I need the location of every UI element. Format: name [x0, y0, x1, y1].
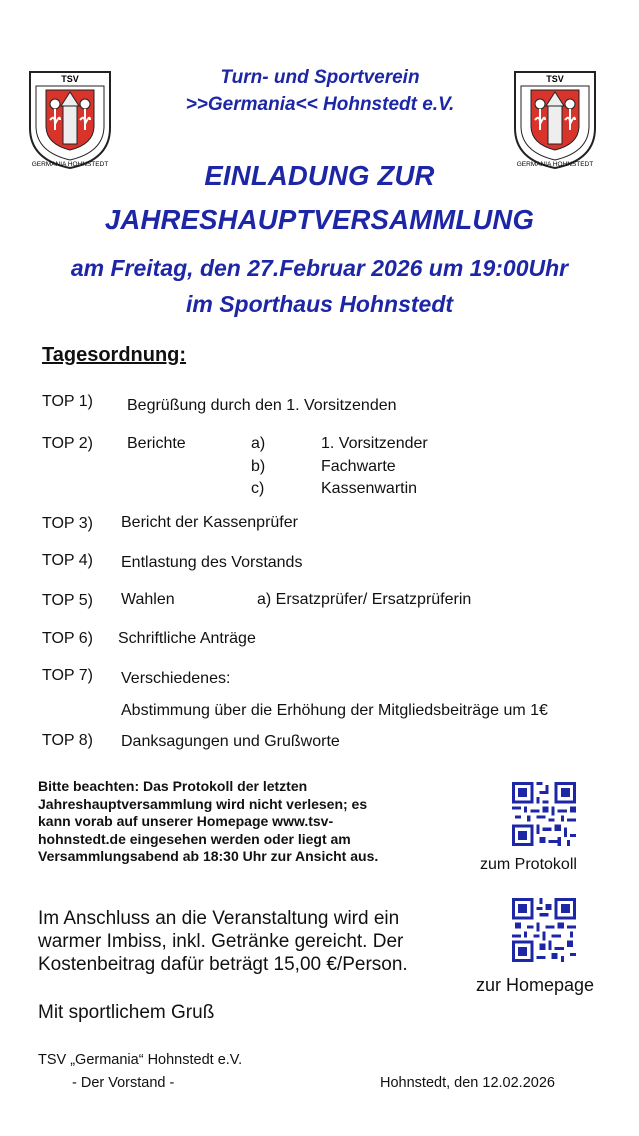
agenda-sub-letter: b) [251, 458, 266, 475]
agenda-item-text: Berichte [127, 435, 186, 452]
closing-line: warmer Imbiss, inkl. Getränke gereicht. Der [38, 931, 404, 952]
protocol-qr-label[interactable]: zum Protokoll [480, 856, 577, 873]
agenda-item-num: TOP 8) [42, 732, 93, 749]
crest-ring-text: GERMANIA HOHNSTEDT [31, 161, 109, 168]
agenda-item-text: Schriftliche Anträge [118, 630, 256, 647]
protocol-qr-code-icon[interactable] [512, 782, 576, 846]
crest-top-text: TSV [546, 74, 564, 84]
agenda-sub-letter: a) [251, 435, 266, 452]
club-crest-right-icon [511, 68, 599, 172]
organization-name: TSV „Germania“ Hohnstedt e.V. [38, 1052, 243, 1068]
agenda-item-num: TOP 1) [42, 393, 93, 410]
note-line: Jahreshauptversammlung wird nicht verlesen; es [38, 795, 368, 812]
agenda-sub-text: 1. Vorsitzender [321, 435, 428, 452]
invitation-place: im Sporthaus Hohnstedt [185, 291, 454, 317]
note-line: kann vorab auf unserer Homepage www.tsv- [38, 813, 334, 830]
invitation-title-line1: EINLADUNG ZUR [204, 160, 435, 191]
note-line: Bitte beachten: Das Protokoll der letzten [38, 778, 308, 794]
agenda-item-text: Begrüßung durch den 1. Vorsitzenden [127, 397, 397, 414]
agenda-sub-text: a) Ersatzprüfer/ Ersatzprüferin [257, 591, 472, 608]
protocol-note [38, 778, 474, 866]
agenda-item-num: TOP 2) [42, 435, 93, 452]
agenda-item-num: TOP 3) [42, 515, 93, 532]
agenda-item-num: TOP 6) [42, 630, 93, 647]
club-name-line1: Turn- und Sportverein [220, 67, 420, 88]
closing-line: Im Anschluss an die Veranstaltung wird ein [38, 908, 400, 929]
agenda-item-num: TOP 5) [42, 592, 93, 609]
closing-paragraph [38, 907, 408, 976]
agenda-item-num: TOP 7) [42, 667, 93, 684]
club-crest-left-icon [26, 68, 114, 172]
invitation-title-line2: JAHRESHAUPTVERSAMMLUNG [104, 204, 535, 235]
agenda-item-text: Danksagungen und Grußworte [121, 733, 340, 750]
agenda-item-extra: Abstimmung über die Erhöhung der Mitgliedsbeiträge um 1€ [121, 702, 548, 719]
note-line: Versammlungsabend ab 18:30 Uhr zur Ansicht aus. [38, 848, 379, 865]
homepage-qr-code-icon[interactable] [512, 898, 576, 962]
agenda-item-text: Entlastung des Vorstands [121, 554, 303, 571]
agenda-item-text: Bericht der Kassenprüfer [121, 514, 298, 531]
agenda-heading: Tagesordnung: [42, 344, 187, 366]
agenda-sub-text: Fachwarte [321, 458, 396, 475]
agenda-item-text: Verschiedenes: [121, 670, 231, 687]
invitation-date: am Freitag, den 27.Februar 2026 um 19:00Uhr [70, 255, 569, 281]
agenda-sub-text: Kassenwartin [321, 480, 418, 497]
closing-line: Kostenbeitrag dafür beträgt 15,00 €/Person. [38, 954, 408, 975]
note-line: hohnstedt.de eingesehen werden oder liegt am [38, 830, 351, 847]
homepage-qr-label[interactable]: zur Homepage [476, 975, 595, 995]
crest-top-text: TSV [61, 74, 79, 84]
club-name-line2: >>Germania<< Hohnstedt e.V. [185, 94, 455, 115]
agenda-item-text: Wahlen [121, 591, 175, 608]
agenda-item-num: TOP 4) [42, 552, 93, 569]
place-date: Hohnstedt, den 12.02.2026 [380, 1075, 555, 1091]
greeting: Mit sportlichem Gruß [38, 1002, 215, 1023]
crest-ring-text: GERMANIA HOHNSTEDT [516, 161, 594, 168]
board-signature: - Der Vorstand - [72, 1075, 175, 1091]
agenda-sub-letter: c) [251, 480, 265, 497]
